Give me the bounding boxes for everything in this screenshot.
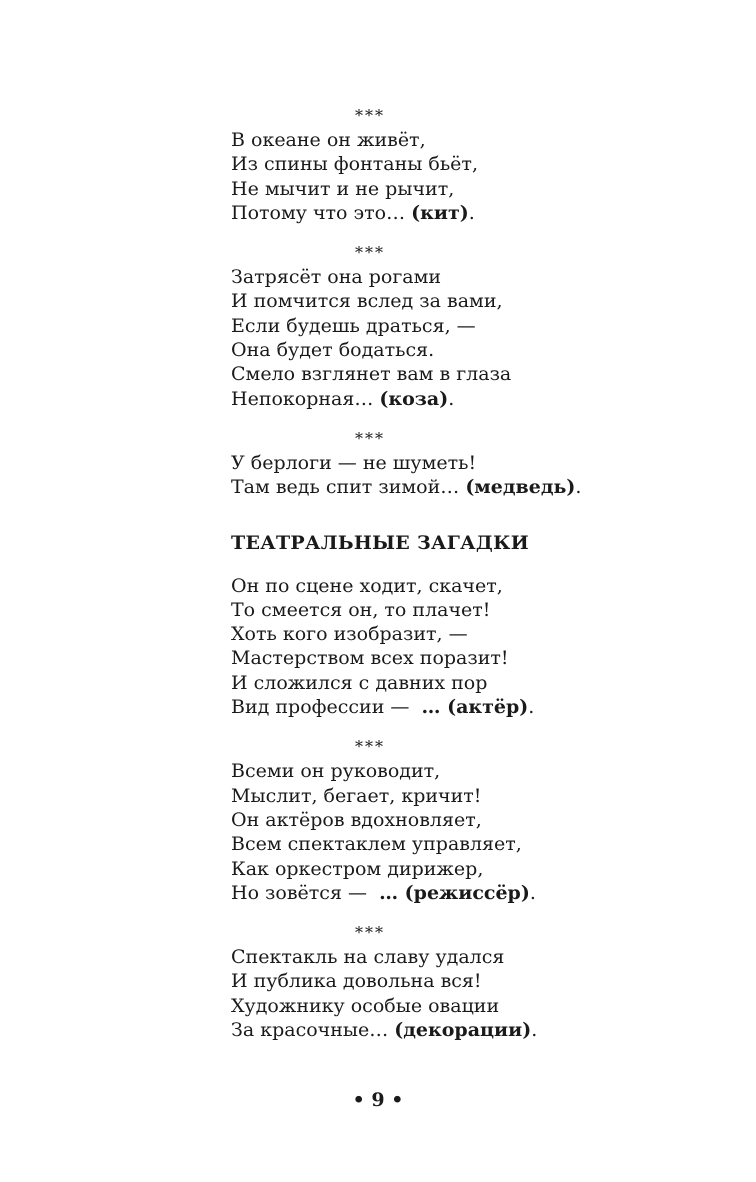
poem-line: В океане он живёт,	[231, 129, 426, 151]
line-text: За красочные…	[231, 1019, 395, 1042]
riddle-answer: … (актёр)	[421, 696, 529, 719]
line-text: Там ведь спит зимой…	[231, 476, 466, 499]
poem-line: Она будет бодаться.	[231, 339, 435, 362]
poem-line: Всем спектаклем управляет,	[231, 833, 522, 856]
line-punct: .	[448, 387, 455, 410]
poem-line: Он актёров вдохновляет,	[231, 808, 482, 831]
poem-line: Из спины фонтаны бьёт,	[231, 153, 478, 176]
poem-last-line	[231, 1018, 671, 1042]
poem-last-line	[231, 387, 671, 411]
poem-line: Смело взглянет вам в глаза	[231, 363, 512, 386]
poem-line: Мыслит, бегает, кричит!	[231, 784, 482, 807]
poem-line: Не мычит и не рычит,	[231, 177, 455, 200]
line-punct: .	[468, 201, 475, 224]
poem-line: Затрясёт она рогами	[231, 266, 442, 289]
riddle-answer: … (режиссёр)	[379, 881, 530, 904]
riddle-answer: (коза)	[379, 387, 449, 410]
poem-line: Если будешь драться, —	[231, 314, 476, 337]
poem-line: Художнику особые овации	[231, 994, 500, 1017]
riddle-scenery	[231, 921, 671, 1042]
line-text: Потому что это…	[231, 201, 412, 224]
section-title: ТЕАТРАЛЬНЫЕ ЗАГАДКИ	[231, 531, 529, 554]
poem-line: Хоть кого изобразит, —	[231, 623, 468, 646]
stars-divider: ***	[355, 737, 385, 757]
riddle-answer: (кит)	[411, 201, 469, 224]
line-punct: .	[529, 881, 536, 904]
poem-last-line	[231, 201, 671, 225]
riddle-actor	[231, 574, 671, 720]
poem-line: И сложился с давних пор	[231, 671, 488, 694]
poem-line: Всеми он руководит,	[231, 760, 441, 783]
poem-line: И публика довольна вся!	[231, 970, 482, 993]
line-text: Вид профессии —	[231, 696, 422, 719]
line-text: Непокорная…	[231, 387, 380, 410]
poem-line: Спектакль на славу удался	[231, 946, 505, 969]
riddle-goat	[231, 241, 671, 411]
poem-last-line	[231, 695, 671, 719]
line-punct: .	[528, 696, 535, 719]
riddle-director	[231, 735, 671, 905]
riddle-answer: (медведь)	[465, 476, 576, 499]
line-punct: .	[531, 1019, 538, 1042]
stars-divider: ***	[355, 428, 385, 448]
riddle-bear	[231, 427, 671, 500]
line-punct: .	[575, 476, 582, 499]
riddle-whale	[231, 104, 671, 225]
poem-line: Он по сцене ходит, скачет,	[231, 574, 503, 597]
poem-line: Мастерством всех поразит!	[231, 647, 509, 670]
poem-line: Как оркестром дирижер,	[231, 857, 484, 880]
page-content	[231, 104, 671, 1042]
riddle-answer: (декорации)	[394, 1019, 532, 1042]
poem-last-line	[231, 881, 671, 905]
stars-divider: ***	[355, 106, 385, 125]
line-text: Но зовётся —	[231, 881, 380, 904]
poem-line: То смеется он, то плачет!	[231, 598, 491, 621]
stars-divider: ***	[355, 923, 385, 943]
poem-line: И помчится вслед за вами,	[231, 290, 503, 313]
poem-last-line	[231, 475, 671, 499]
page-number: • 9 •	[352, 1089, 404, 1111]
stars-divider: ***	[355, 243, 385, 263]
poem-line: У берлоги — не шуметь!	[231, 451, 477, 474]
